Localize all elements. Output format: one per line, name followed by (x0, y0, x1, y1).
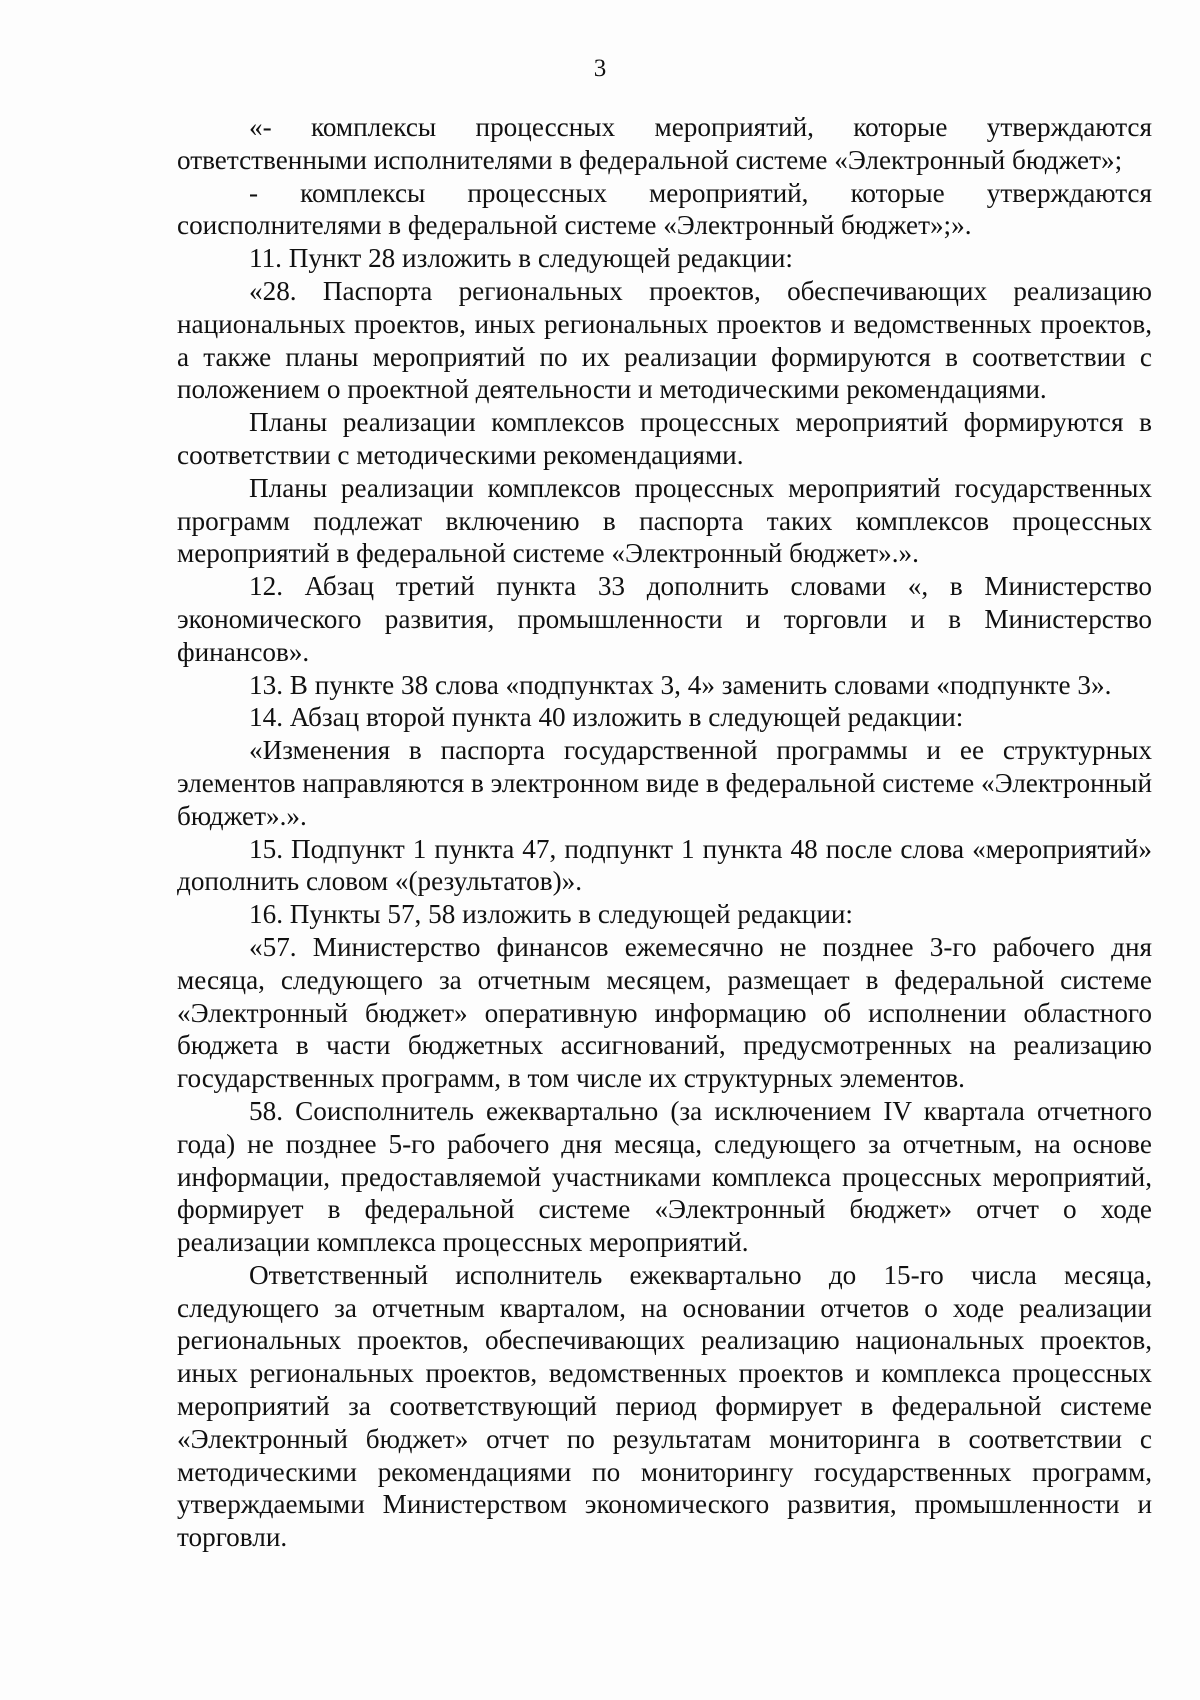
paragraph: 13. В пункте 38 слова «подпунктах 3, 4» заменить словами «подпункте 3». (249, 669, 1112, 700)
paragraph: «- комплексы процессных мероприятий, которые утверждаются ответственными исполнителями в федеральной системе «Электронный бюджет»; (177, 112, 1152, 175)
paragraph: 11. Пункт 28 изложить в следующей редакции: (249, 243, 793, 274)
document-body (177, 111, 1152, 1554)
paragraph: Ответственный исполнитель ежеквартально до 15-го числа месяца, следующего за отчетным кварталом, на основании отчетов о ходе реализации региональных проектов, обеспечивающих реализацию национальных проектов, иных региональных проектов, ведомственных проектов и комплекса процессных мероприятий за соответствующий период формирует в федеральной системе «Электронный бюджет» отчет по результатам мониторинга в соответствии с методическими рекомендациями по мониторингу государственных программ, утверждаемыми Министерством экономического развития, промышленности и торговли. (177, 1259, 1152, 1553)
paragraph: 58. Соисполнитель ежеквартально (за исключением IV квартала отчетного года) не позднее 5-го рабочего дня месяца, следующего за отчетным, на основе информации, предоставляемой участниками комплекса процессных мероприятий, формирует в федеральной системе «Электронный бюджет» отчет о ходе реализации комплекса процессных мероприятий. (177, 1095, 1152, 1258)
paragraph: «57. Министерство финансов ежемесячно не позднее 3-го рабочего дня месяца, следующего за отчетным месяцем, размещает в федеральной системе «Электронный бюджет» оперативную информацию об исполнении областного бюджета в части бюджетных ассигнований, предусмотренных на реализацию государственных программ, в том числе их структурных элементов. (177, 931, 1152, 1094)
paragraph: «Изменения в паспорта государственной программы и ее структурных элементов направляются в электронном виде в федеральной системе «Электронный бюджет».». (177, 735, 1152, 831)
paragraph: «28. Паспорта региональных проектов, обеспечивающих реализацию национальных проектов, иных региональных проектов и ведомственных проектов, а также планы мероприятий по их реализации формируются в соответствии с положением о проектной деятельности и методическими рекомендациями. (177, 275, 1152, 405)
paragraph: 14. Абзац второй пункта 40 изложить в следующей редакции: (249, 702, 964, 733)
paragraph: - комплексы процессных мероприятий, которые утверждаются соисполнителями в федеральной системе «Электронный бюджет»;». (177, 177, 1152, 241)
paragraph: Планы реализации комплексов процессных мероприятий государственных программ подлежат включению в паспорта таких комплексов процессных мероприятий в федеральной системе «Электронный бюджет».». (177, 472, 1152, 569)
paragraph: 16. Пункты 57, 58 изложить в следующей редакции: (249, 899, 853, 930)
paragraph: 15. Подпункт 1 пункта 47, подпункт 1 пункта 48 после слова «мероприятий» дополнить словом «(результатов)». (177, 833, 1152, 897)
paragraph: Планы реализации комплексов процессных мероприятий формируются в соответствии с методическими рекомендациями. (177, 407, 1152, 470)
paragraph: 12. Абзац третий пункта 33 дополнить словами «, в Министерство экономического развития, промышленности и торговли и в Министерство финансов». (177, 571, 1152, 667)
page-number: 3 (593, 55, 607, 82)
